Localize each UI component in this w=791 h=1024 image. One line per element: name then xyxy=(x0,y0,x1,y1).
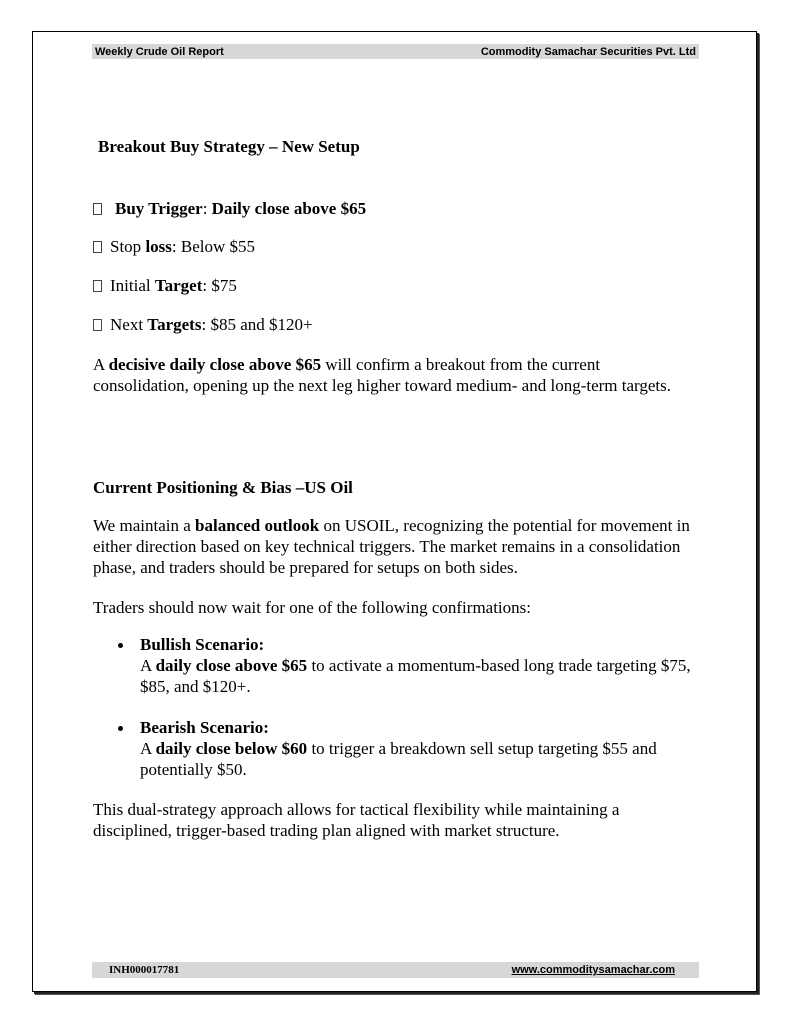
item-separator: : xyxy=(202,199,212,218)
positioning-paragraph xyxy=(93,515,698,578)
list-item-stop-loss xyxy=(93,236,255,257)
item-separator: : xyxy=(201,315,211,334)
header-report-title: Weekly Crude Oil Report xyxy=(95,45,224,58)
scenario-bearish xyxy=(140,717,700,780)
item-value: Below $55 xyxy=(180,237,256,256)
para-text: on USOIL, recognizing the potential for movement in either direction based on key technical triggers. The market remains in a consolidation phase, and traders should be prepared for setups on both sides. xyxy=(93,516,690,577)
item-value: $75 xyxy=(211,276,237,295)
item-label: Targets xyxy=(147,315,202,334)
checkbox-icon xyxy=(93,203,102,215)
item-label: Target xyxy=(154,276,203,295)
item-value: $85 and $120+ xyxy=(210,315,313,334)
para-text: A xyxy=(93,355,109,374)
confirmations-intro: Traders should now wait for one of the following confirmations: xyxy=(93,598,531,617)
page-border xyxy=(32,31,757,992)
item-label: Buy Trigger xyxy=(115,199,203,218)
checkbox-icon xyxy=(93,319,102,331)
item-separator: : xyxy=(171,237,181,256)
footer-registration-number: INH000017781 xyxy=(109,964,180,976)
page-footer xyxy=(92,962,699,978)
scenario-text: to activate a momentum-based long trade targeting $75, $85, and $120+. xyxy=(140,656,691,696)
para-emphasis: balanced outlook xyxy=(195,516,320,535)
scenario-emphasis: daily close below $60 xyxy=(155,739,308,758)
closing-paragraph: This dual-strategy approach allows for tactical flexibility while maintaining a disciplined, trigger-based trading plan aligned with market structure. xyxy=(93,800,620,840)
scenario-text: A xyxy=(140,739,156,758)
list-item-buy-trigger xyxy=(93,198,366,219)
section-title-breakout: Breakout Buy Strategy – New Setup xyxy=(98,137,360,156)
checkbox-icon xyxy=(93,280,102,292)
section-title-positioning: Current Positioning & Bias –US Oil xyxy=(93,478,353,497)
para-text: We maintain a xyxy=(93,516,196,535)
breakout-paragraph xyxy=(93,354,698,396)
scenario-text: to trigger a breakdown sell setup targeting $55 and potentially $50. xyxy=(140,739,657,779)
item-separator: : xyxy=(202,276,212,295)
footer-website-link[interactable]: www.commoditysamachar.com xyxy=(511,964,675,976)
item-prefix: Initial xyxy=(110,276,155,295)
bullet-icon xyxy=(118,643,123,648)
list-item-next-targets xyxy=(93,314,313,335)
list-item-initial-target xyxy=(93,275,237,296)
scenario-text: A xyxy=(140,656,156,675)
item-label: loss xyxy=(145,237,172,256)
scenario-emphasis: daily close above $65 xyxy=(155,656,308,675)
item-value: Daily close above $65 xyxy=(211,199,367,218)
scenario-title: Bullish Scenario: xyxy=(140,635,265,654)
item-prefix: Stop xyxy=(110,237,146,256)
bullet-icon xyxy=(118,726,123,731)
checkbox-icon xyxy=(93,241,102,253)
para-emphasis: decisive daily close above $65 xyxy=(108,355,322,374)
scenario-bullish xyxy=(140,634,700,697)
scenario-title: Bearish Scenario: xyxy=(140,718,269,737)
header-company-name: Commodity Samachar Securities Pvt. Ltd xyxy=(480,45,696,58)
page-header xyxy=(92,44,699,59)
item-prefix: Next xyxy=(110,315,148,334)
para-text: will confirm a breakout from the current consolidation, opening up the next leg higher toward medium- and long-term targets. xyxy=(93,355,672,395)
